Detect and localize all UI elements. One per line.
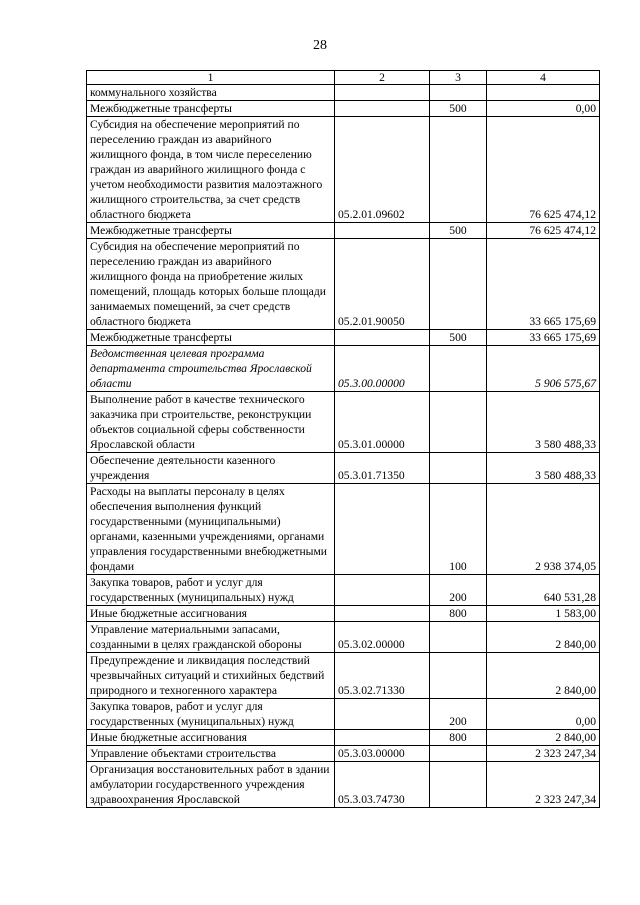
row-amount-cell: 3 580 488,33	[487, 392, 600, 453]
row-expense-type-cell: 500	[430, 101, 487, 117]
row-name-cell: Субсидия на обеспечение мероприятий по переселению граждан из аварийного жилищного фонда, в том числе переселению граждан из аварийного жилищного фонда с учетом необходимости развития малоэтажного жилищного строительства, за счет средств областного бюджета	[87, 117, 335, 223]
table-row	[87, 117, 600, 223]
row-amount-cell: 33 665 175,69	[487, 330, 600, 346]
row-expense-type-cell	[430, 762, 487, 808]
table-row	[87, 606, 600, 622]
table-row	[87, 622, 600, 653]
row-amount-cell: 33 665 175,69	[487, 239, 600, 330]
row-code-cell: 05.3.01.00000	[335, 392, 430, 453]
row-name-cell: Закупка товаров, работ и услуг для государственных (муниципальных) нужд	[87, 699, 335, 730]
table-row	[87, 746, 600, 762]
row-amount-cell: 0,00	[487, 101, 600, 117]
row-code-cell: 05.2.01.09602	[335, 117, 430, 223]
row-name-cell: Межбюджетные трансферты	[87, 223, 335, 239]
row-name-cell: Ведомственная целевая программа департамента строительства Ярославской области	[87, 346, 335, 392]
row-amount-cell: 76 625 474,12	[487, 223, 600, 239]
row-amount-cell: 0,00	[487, 699, 600, 730]
row-code-cell	[335, 85, 430, 101]
table-header-row	[87, 71, 600, 85]
row-name-cell: Управление материальными запасами, созданными в целях гражданской обороны	[87, 622, 335, 653]
table-row	[87, 453, 600, 484]
header-col-2: 2	[335, 71, 430, 85]
row-amount-cell: 2 938 374,05	[487, 484, 600, 575]
table-body	[87, 85, 600, 808]
table-row	[87, 484, 600, 575]
row-code-cell	[335, 575, 430, 606]
table-row	[87, 223, 600, 239]
table-row	[87, 575, 600, 606]
row-code-cell	[335, 606, 430, 622]
row-code-cell: 05.3.02.00000	[335, 622, 430, 653]
row-name-cell: Организация восстановительных работ в здании амбулатории государственного учреждения здравоохранения Ярославской	[87, 762, 335, 808]
row-code-cell: 05.3.01.71350	[335, 453, 430, 484]
row-expense-type-cell	[430, 746, 487, 762]
row-name-cell: Субсидия на обеспечение мероприятий по переселению граждан из аварийного жилищного фонда на приобретение жилых помещений, площадь которых больше площади занимаемых помещений, за счет средств областного бюджета	[87, 239, 335, 330]
row-amount-cell: 2 323 247,34	[487, 746, 600, 762]
header-col-3: 3	[430, 71, 487, 85]
table-row	[87, 239, 600, 330]
row-code-cell: 05.3.02.71330	[335, 653, 430, 699]
row-amount-cell: 2 323 247,34	[487, 762, 600, 808]
row-name-cell: Выполнение работ в качестве технического заказчика при строительстве, реконструкции объектов социальной сферы собственности Ярославской области	[87, 392, 335, 453]
table-row	[87, 392, 600, 453]
table-row	[87, 101, 600, 117]
row-code-cell	[335, 101, 430, 117]
row-code-cell	[335, 484, 430, 575]
row-name-cell: Межбюджетные трансферты	[87, 101, 335, 117]
table-row	[87, 699, 600, 730]
row-name-cell: Межбюджетные трансферты	[87, 330, 335, 346]
table-row	[87, 762, 600, 808]
row-amount-cell: 76 625 474,12	[487, 117, 600, 223]
row-name-cell: Обеспечение деятельности казенного учреждения	[87, 453, 335, 484]
row-name-cell: Управление объектами строительства	[87, 746, 335, 762]
row-amount-cell: 640 531,28	[487, 575, 600, 606]
header-col-1: 1	[87, 71, 335, 85]
row-expense-type-cell	[430, 346, 487, 392]
row-code-cell: 05.3.00.00000	[335, 346, 430, 392]
row-name-cell: Расходы на выплаты персоналу в целях обеспечения выполнения функций государственными (муниципальными) органами, казенными учреждениями, органами управления государственными внебюджетными фондами	[87, 484, 335, 575]
row-name-cell: Закупка товаров, работ и услуг для государственных (муниципальных) нужд	[87, 575, 335, 606]
row-expense-type-cell: 800	[430, 730, 487, 746]
row-expense-type-cell	[430, 653, 487, 699]
row-code-cell	[335, 699, 430, 730]
table-row	[87, 346, 600, 392]
row-amount-cell: 3 580 488,33	[487, 453, 600, 484]
row-expense-type-cell: 800	[430, 606, 487, 622]
table-row	[87, 330, 600, 346]
table-row	[87, 653, 600, 699]
row-amount-cell: 1 583,00	[487, 606, 600, 622]
row-expense-type-cell	[430, 239, 487, 330]
table-row	[87, 85, 600, 101]
row-expense-type-cell	[430, 117, 487, 223]
row-name-cell: Иные бюджетные ассигнования	[87, 730, 335, 746]
row-code-cell	[335, 730, 430, 746]
table-row	[87, 730, 600, 746]
row-expense-type-cell: 200	[430, 575, 487, 606]
row-expense-type-cell	[430, 392, 487, 453]
row-expense-type-cell: 500	[430, 330, 487, 346]
row-amount-cell: 5 906 575,67	[487, 346, 600, 392]
row-expense-type-cell	[430, 453, 487, 484]
row-code-cell: 05.2.01.90050	[335, 239, 430, 330]
header-col-4: 4	[487, 71, 600, 85]
row-name-cell: Предупреждение и ликвидация последствий чрезвычайных ситуаций и стихийных бедствий природного и техногенного характера	[87, 653, 335, 699]
row-code-cell: 05.3.03.00000	[335, 746, 430, 762]
row-expense-type-cell	[430, 85, 487, 101]
row-name-cell: Иные бюджетные ассигнования	[87, 606, 335, 622]
row-code-cell	[335, 223, 430, 239]
page-number: 28	[313, 38, 327, 53]
row-amount-cell	[487, 85, 600, 101]
row-expense-type-cell: 500	[430, 223, 487, 239]
row-amount-cell: 2 840,00	[487, 730, 600, 746]
row-expense-type-cell	[430, 622, 487, 653]
row-code-cell	[335, 330, 430, 346]
row-amount-cell: 2 840,00	[487, 653, 600, 699]
row-name-cell: коммунального хозяйства	[87, 85, 335, 101]
row-expense-type-cell: 100	[430, 484, 487, 575]
row-amount-cell: 2 840,00	[487, 622, 600, 653]
row-code-cell: 05.3.03.74730	[335, 762, 430, 808]
budget-table	[86, 70, 600, 808]
row-expense-type-cell: 200	[430, 699, 487, 730]
